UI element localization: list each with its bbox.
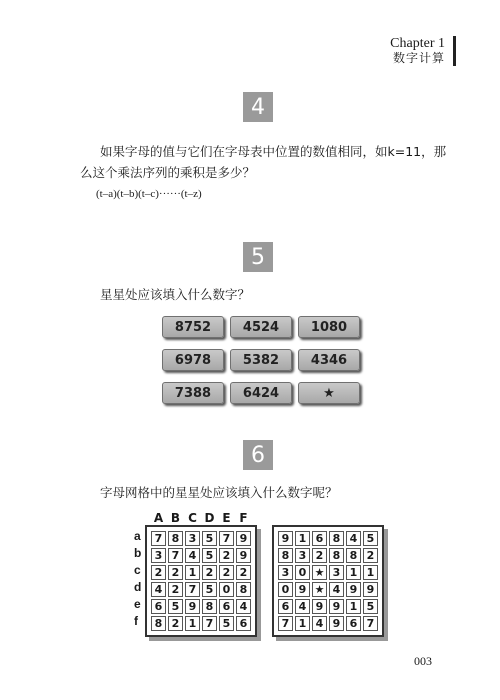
grid-cell: 4: [312, 616, 327, 631]
grid-cell: 7: [185, 582, 200, 597]
grid-cell: 9: [278, 531, 293, 546]
page-number: 003: [414, 654, 432, 668]
grid-cell: 5: [202, 582, 217, 597]
grid-cell: ★: [312, 582, 327, 597]
grid-cell: 8: [278, 548, 293, 563]
puzzle5-question: 星星处应该填入什么数字？: [100, 287, 251, 302]
row-label: d: [134, 580, 142, 594]
puzzle-number-4: 4: [243, 92, 273, 122]
grid-cell: 3: [185, 531, 200, 546]
grid-cell: 7: [202, 616, 217, 631]
grid-cell: 2: [168, 565, 183, 580]
column-label: C: [188, 511, 197, 525]
row-label: a: [134, 529, 141, 543]
grid-cell: 1: [346, 599, 361, 614]
grid-cell: 2: [168, 616, 183, 631]
number-tile: 4524: [230, 316, 292, 338]
grid-cell: 2: [219, 565, 234, 580]
puzzle-number-6: 6: [243, 440, 273, 470]
column-label: F: [239, 511, 248, 525]
row-labels: [134, 528, 141, 630]
grid-cell: 9: [236, 548, 251, 563]
number-tile: 8752: [162, 316, 224, 338]
grid-cell: 5: [202, 531, 217, 546]
grid-cell: 2: [202, 565, 217, 580]
puzzle-number-5: 5: [243, 242, 273, 272]
column-labels: [150, 511, 252, 525]
grid-cell: 1: [363, 565, 378, 580]
grid-cell: 6: [312, 531, 327, 546]
grid-cell: 2: [219, 548, 234, 563]
grid-cell: 1: [295, 616, 310, 631]
grid-cell: 8: [168, 531, 183, 546]
grid-cell: 9: [295, 582, 310, 597]
grid-cell: 4: [236, 599, 251, 614]
grid-cell: 8: [236, 582, 251, 597]
left-letter-grid: [145, 525, 257, 637]
grid-cell: 7: [219, 531, 234, 546]
grid-cell: 7: [168, 548, 183, 563]
grid-cell: 9: [185, 599, 200, 614]
grid-cell: 4: [329, 582, 344, 597]
grid-cell: 7: [363, 616, 378, 631]
number-tile: 5382: [230, 349, 292, 371]
grid-cell: 5: [363, 531, 378, 546]
grid-cell: 3: [329, 565, 344, 580]
grid-cell: 9: [346, 582, 361, 597]
grid-cell: 4: [295, 599, 310, 614]
right-letter-grid: [272, 525, 384, 637]
column-label: A: [153, 511, 164, 525]
number-tile: 4346: [298, 349, 360, 371]
grid-cell: 9: [329, 616, 344, 631]
grid-cell: 3: [295, 548, 310, 563]
grid-cell: 6: [278, 599, 293, 614]
grid-cell: 4: [151, 582, 166, 597]
row-label: e: [134, 597, 141, 611]
column-label: B: [170, 511, 181, 525]
row-label: b: [134, 546, 142, 560]
number-tile: ★: [298, 382, 360, 404]
grid-cell: 8: [329, 531, 344, 546]
grid-cell: 8: [202, 599, 217, 614]
grid-cell: 4: [346, 531, 361, 546]
puzzle4-text-line2: 么这个乘法序列的乘积是多少？: [80, 165, 256, 180]
grid-cell: 0: [295, 565, 310, 580]
grid-cell: ★: [312, 565, 327, 580]
grid-cell: 8: [346, 548, 361, 563]
chapter-subtitle: 数字计算: [392, 51, 445, 65]
puzzle6-question: 字母网格中的星星处应该填入什么数字呢？: [100, 485, 338, 500]
grid-cell: 2: [168, 582, 183, 597]
grid-cell: 9: [329, 599, 344, 614]
number-tile: 6424: [230, 382, 292, 404]
number-tile: 1080: [298, 316, 360, 338]
grid-cell: 6: [346, 616, 361, 631]
chapter-header: [390, 36, 456, 66]
grid-cell: 8: [151, 616, 166, 631]
grid-cell: 9: [312, 599, 327, 614]
grid-cell: 1: [295, 531, 310, 546]
grid-cell: 0: [278, 582, 293, 597]
grid-cell: 3: [151, 548, 166, 563]
grid-cell: 8: [329, 548, 344, 563]
puzzle4-text-line1: 如果字母的值与它们在字母表中位置的数值相同，如k=11，那: [100, 144, 447, 159]
grid-cell: 1: [185, 616, 200, 631]
grid-cell: 0: [219, 582, 234, 597]
grid-cell: 6: [236, 616, 251, 631]
column-label: E: [222, 511, 231, 525]
grid-cell: 2: [312, 548, 327, 563]
grid-cell: 6: [219, 599, 234, 614]
grid-cell: 2: [151, 565, 166, 580]
number-tiles: [162, 316, 358, 404]
grid-cell: 2: [363, 548, 378, 563]
grid-cell: 5: [202, 548, 217, 563]
grid-cell: 5: [168, 599, 183, 614]
grid-cell: 7: [151, 531, 166, 546]
grid-cell: 1: [185, 565, 200, 580]
grid-cell: 9: [236, 531, 251, 546]
grid-cell: 5: [363, 599, 378, 614]
chapter-title: Chapter 1: [390, 36, 445, 51]
puzzle4-formula: (t–a)(t–b)(t–c)······(t–z): [96, 188, 202, 200]
grid-cell: 7: [278, 616, 293, 631]
row-label: c: [134, 563, 141, 577]
grid-cell: 2: [236, 565, 251, 580]
grid-cell: 1: [346, 565, 361, 580]
row-label: f: [134, 614, 138, 628]
grid-cell: 6: [151, 599, 166, 614]
column-label: D: [204, 511, 215, 525]
grid-cell: 9: [363, 582, 378, 597]
grid-cell: 5: [219, 616, 234, 631]
number-tile: 6978: [162, 349, 224, 371]
grid-cell: 3: [278, 565, 293, 580]
number-tile: 7388: [162, 382, 224, 404]
grid-cell: 4: [185, 548, 200, 563]
